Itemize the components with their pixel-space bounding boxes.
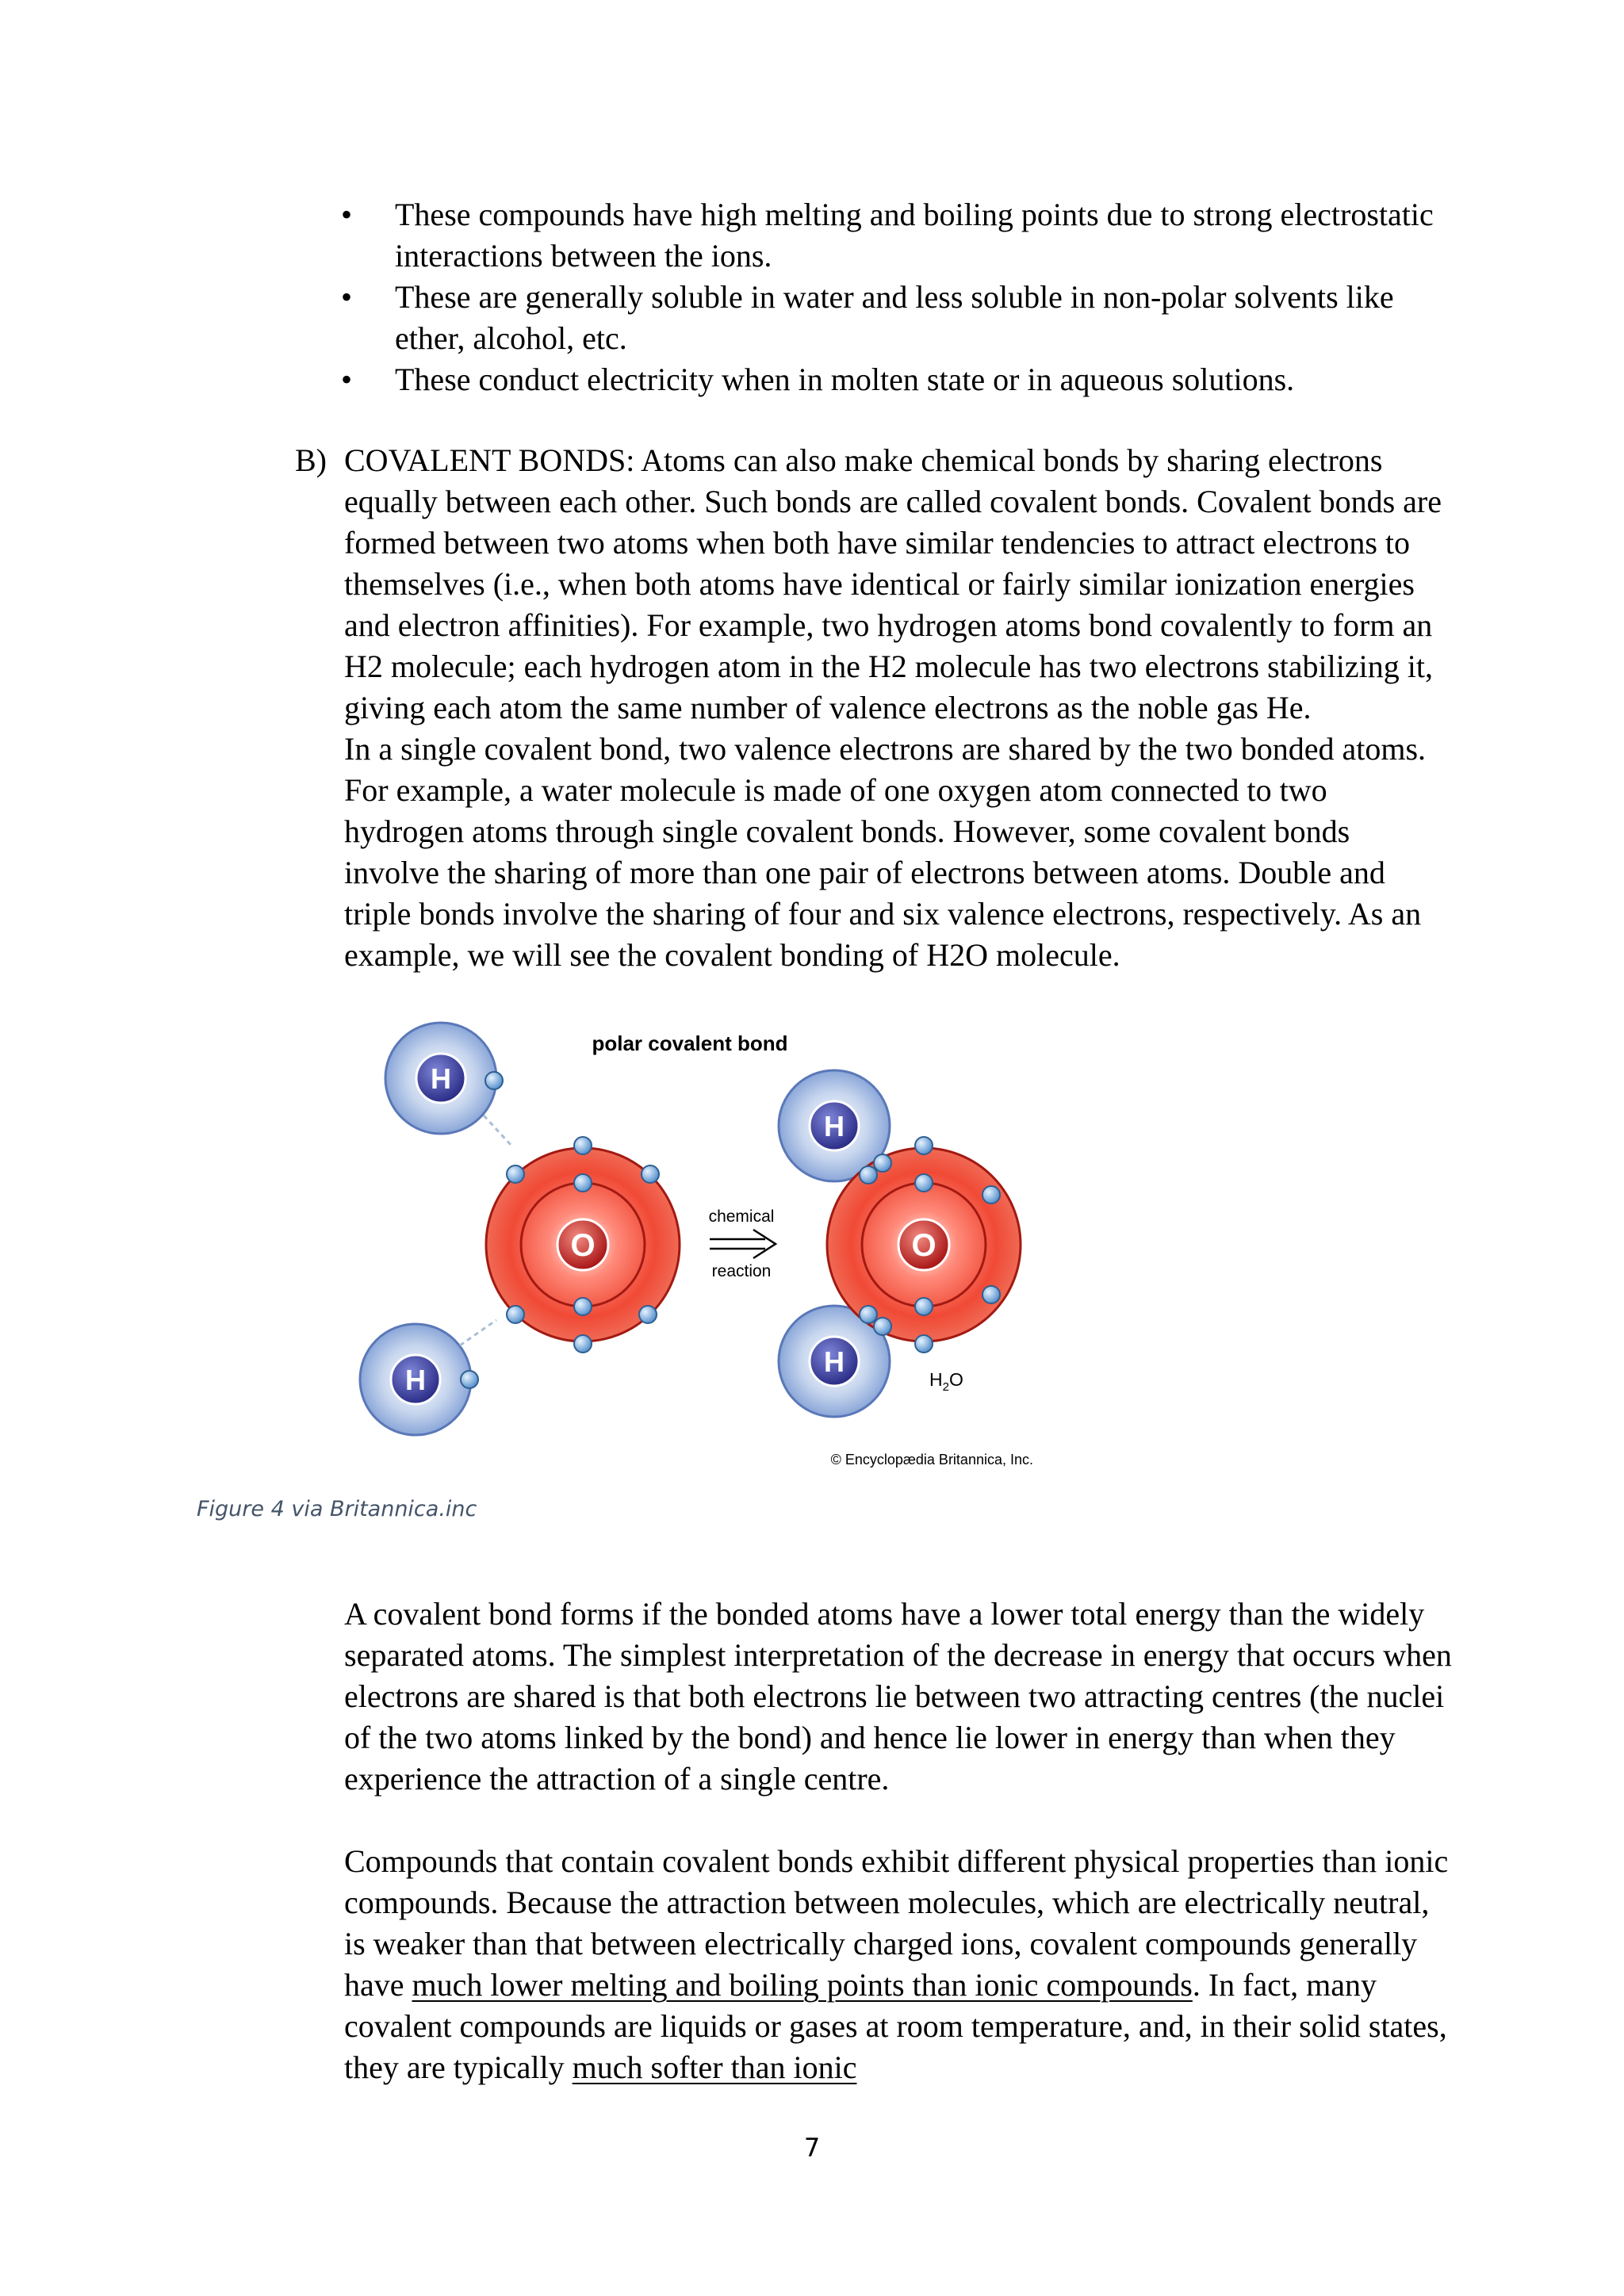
figure-copyright: © Encyclopædia Britannica, Inc. [830,1452,1033,1468]
electron-dot [574,1335,592,1353]
properties-paragraph [344,1841,1454,2088]
page-number: 7 [803,2133,821,2163]
electron-dot [915,1298,933,1315]
electron-dot [982,1286,1000,1303]
shared-electron-dot [874,1318,891,1335]
arrow-label-bottom: reaction [711,1262,772,1280]
reaction-arrow-icon [710,1230,776,1258]
hydrogen-label: H [824,1110,845,1142]
shared-electron-dot [874,1154,891,1172]
figure-caption: Figure 4 via Britannica.inc [197,1497,477,1521]
hydrogen-atom-bottom-left [360,1324,478,1435]
electron-dot [574,1137,592,1154]
list-item-text: These are generally soluble in water and less soluble in non-polar solvents like ether, alcohol, etc. [395,279,1394,356]
hydrogen-label: H [431,1062,451,1095]
oxygen-atom-left [486,1137,680,1353]
oxygen-label: O [911,1228,936,1263]
underlined-phrase: much softer than ionic [572,2049,857,2085]
electron-dot [485,1072,503,1089]
electron-dot [915,1174,933,1192]
list-item-text: These compounds have high melting and boiling points due to strong electrostatic interactions between the ions. [395,197,1434,274]
electron-dot [915,1335,933,1353]
arrow-label-top: chemical [708,1207,775,1226]
list-item-text: These conduct electricity when in molten state or in aqueous solutions. [395,362,1295,397]
properties-text: . In fact, many covalent compounds are liquids or gases at room temperature, and, in their solid states, they are typically [344,1967,1447,2085]
electron-dot [915,1137,933,1154]
bullet-icon: • [341,197,353,232]
figure-title: polar covalent bond [592,1031,788,1055]
covalent-paragraph-1: COVALENT BONDS: Atoms can also make chemical bonds by sharing electrons equally between each other. Such bonds are called covalent bonds. Covalent bonds are formed between two atoms when both have similar tendencies to attract electrons to themselves (i.e., when both atoms have identical or fairly similar ionization energies and electron affinities). For example, two hydrogen atoms bond covalently to form an H2 molecule; each hydrogen atom in the H2 molecule has two electrons stabilizing it, giving each atom the same number of valence electrons as the noble gas He. [344,442,1442,725]
electron-dot [461,1371,478,1388]
electron-dot [507,1306,524,1323]
ionic-properties-list [341,194,1451,400]
electron-dot [642,1165,659,1183]
electron-dot [982,1186,1000,1203]
properties-text: Compounds that contain covalent bonds exhibit different physical properties than ionic compounds. Because the attraction between molecules, which are electrically neutral, is weaker than that between electrically charged ions, covalent compounds generally have [344,1843,1449,2003]
water-molecule-figure [349,1019,1047,1479]
bullet-icon: • [341,362,353,397]
underlined-phrase: much lower melting and boiling points than ionic compounds [412,1967,1193,2003]
hydrogen-label: H [405,1364,426,1396]
electron-dot [507,1165,524,1183]
energy-paragraph: A covalent bond forms if the bonded atoms have a lower total energy than the widely separated atoms. The simplest interpretation of the decrease in energy that occurs when electrons are shared is that both electrons lie between two attracting centres (the nuclei of the two atoms linked by the bond) and hence lie lower in energy than when they experience the attraction of a single centre. [344,1596,1452,1797]
attraction-arrow [484,1115,511,1146]
electron-dot [639,1306,657,1323]
shared-electron-dot [860,1166,877,1184]
hydrogen-label: H [824,1345,845,1378]
list-item [341,359,1451,400]
covalent-bonds-section [295,440,1453,976]
attraction-arrow [460,1320,496,1345]
section-marker: B) [295,442,327,478]
water-formula: $H_2O$ [929,1369,963,1394]
electron-dot [574,1174,592,1192]
bullet-icon: • [341,279,353,315]
electron-dot [574,1298,592,1315]
list-item [341,194,1451,277]
list-item [341,277,1451,359]
covalent-paragraph-2: In a single covalent bond, two valence electrons are shared by the two bonded atoms. For example, a water molecule is made of one oxygen atom connected to two hydrogen atoms through single covalent bonds. However, some covalent bonds involve the sharing of more than one pair of electrons between atoms. Double and triple bonds involve the sharing of four and six valence electrons, respectively. As an example, we will see the covalent bonding of H2O molecule. [344,731,1427,973]
oxygen-label: O [570,1228,596,1263]
shared-electron-dot [860,1306,877,1323]
